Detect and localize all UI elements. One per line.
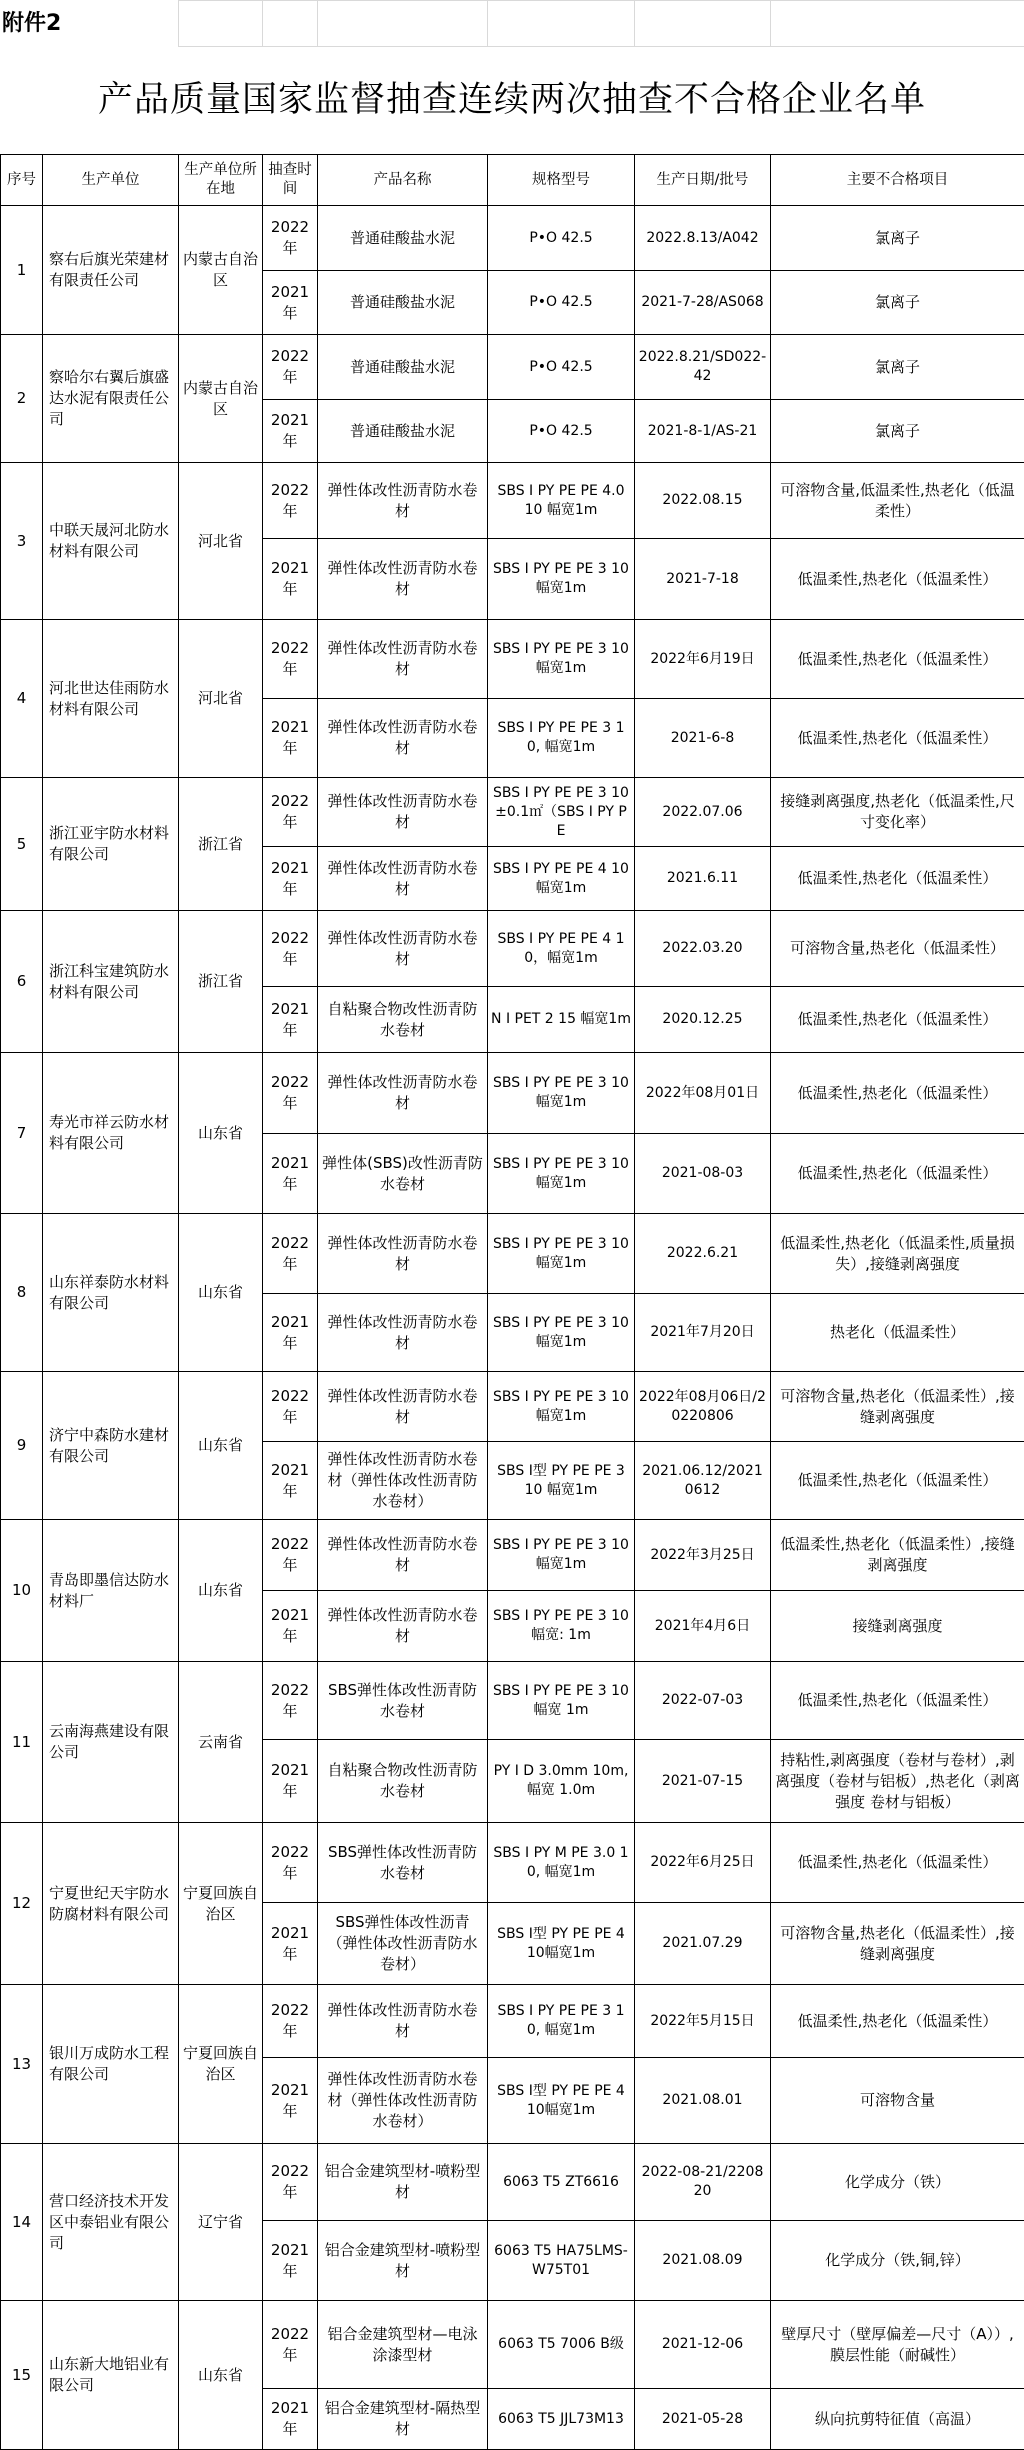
row-index: 10 [1, 1520, 43, 1662]
defects-cell: 低温柔性,热老化（低温柔性） [771, 1053, 1024, 1134]
date-cell: 2021-7-28/AS068 [635, 271, 771, 335]
year-cell: 2022年 [263, 1520, 318, 1591]
location-cell: 山东省 [179, 1520, 263, 1662]
spec-cell: SBS Ⅰ PY PE PE 3 10 幅宽1m [488, 1134, 635, 1214]
product-cell: 弹性体改性沥青防水卷材（弹性体改性沥青防水卷材） [318, 2058, 488, 2144]
date-cell: 2022-07-03 [635, 1662, 771, 1740]
year-cell: 2021年 [263, 1903, 318, 1985]
spec-cell: 6063 T5 ZT6616 [488, 2144, 635, 2221]
defects-cell: 氯离子 [771, 335, 1024, 400]
product-cell: 弹性体改性沥青防水卷材 [318, 1985, 488, 2058]
product-cell: 普通硅酸盐水泥 [318, 206, 488, 271]
table-row [1, 620, 1024, 699]
year-cell: 2022年 [263, 1372, 318, 1442]
product-cell: 弹性体改性沥青防水卷材 [318, 620, 488, 699]
table-row [1, 2301, 1024, 2389]
year-cell: 2022年 [263, 2301, 318, 2389]
data-table [0, 154, 1024, 2450]
location-cell: 宁夏回族自治区 [179, 1823, 263, 1985]
location-cell: 河北省 [179, 463, 263, 620]
date-cell: 2020.12.25 [635, 987, 771, 1053]
date-cell: 2021.07.29 [635, 1903, 771, 1985]
spec-cell: SBS I型 PY PE PE 4 10幅宽1m [488, 1903, 635, 1985]
defects-cell: 持粘性,剥离强度（卷材与卷材）,剥离强度（卷材与铝板）,热老化（剥离强度 卷材与铝板） [771, 1740, 1024, 1823]
table-row [1, 1823, 1024, 1903]
product-cell: 铝合金建筑型材-喷粉型材 [318, 2144, 488, 2221]
spec-cell: SBS Ⅰ PY PE PE 4 10 幅宽1m [488, 847, 635, 911]
year-cell: 2022年 [263, 1985, 318, 2058]
location-cell: 云南省 [179, 1662, 263, 1823]
defects-cell: 低温柔性,热老化（低温柔性） [771, 699, 1024, 778]
date-cell: 2022年08月01日 [635, 1053, 771, 1134]
defects-cell: 接缝剥离强度 [771, 1591, 1024, 1662]
table-row [1, 206, 1024, 271]
location-cell: 内蒙古自治区 [179, 335, 263, 463]
spec-cell: P•O 42.5 [488, 335, 635, 400]
defects-cell: 低温柔性,热老化（低温柔性） [771, 1823, 1024, 1903]
spec-cell: SBS Ⅰ PY PE PE 3 10 幅宽1m [488, 620, 635, 699]
date-cell: 2022年3月25日 [635, 1520, 771, 1591]
defects-cell: 纵向抗剪特征值（高温） [771, 2389, 1024, 2450]
header-date-batch: 生产日期/批号 [635, 155, 771, 206]
producer-cell: 山东祥泰防水材料有限公司 [43, 1214, 179, 1372]
spec-cell: 6063 T5 JJL73M13 [488, 2389, 635, 2450]
location-cell: 辽宁省 [179, 2144, 263, 2301]
spec-cell: 6063 T5 HA75LMS-W75T01 [488, 2221, 635, 2301]
date-cell: 2021.08.01 [635, 2058, 771, 2144]
top-grid [0, 0, 1024, 47]
producer-cell: 宁夏世纪天宇防水防腐材料有限公司 [43, 1823, 179, 1985]
spec-cell: P•O 42.5 [488, 206, 635, 271]
header-producer: 生产单位 [43, 155, 179, 206]
table-row [1, 335, 1024, 400]
producer-cell: 银川万成防水工程有限公司 [43, 1985, 179, 2144]
year-cell: 2022年 [263, 911, 318, 987]
location-cell: 浙江省 [179, 911, 263, 1053]
date-cell: 2022年6月25日 [635, 1823, 771, 1903]
date-cell: 2021-7-18 [635, 539, 771, 620]
product-cell: 普通硅酸盐水泥 [318, 400, 488, 463]
producer-cell: 浙江亚宇防水材料有限公司 [43, 778, 179, 911]
date-cell: 2021.08.09 [635, 2221, 771, 2301]
year-cell: 2021年 [263, 539, 318, 620]
table-row [1, 1053, 1024, 1134]
defects-cell: 热老化（低温柔性） [771, 1294, 1024, 1372]
product-cell: SBS弹性体改性沥青防水卷材 [318, 1662, 488, 1740]
table-row [1, 463, 1024, 539]
spec-cell: SBS Ⅰ PY PE PE 3 10±0.1㎡（SBS Ⅰ PY PE [488, 778, 635, 847]
product-cell: 弹性体(SBS)改性沥青防水卷材 [318, 1134, 488, 1214]
year-cell: 2021年 [263, 1740, 318, 1823]
header-year: 抽查时间 [263, 155, 318, 206]
attachment-label: 附件2 [0, 1, 178, 47]
year-cell: 2022年 [263, 463, 318, 539]
defects-cell: 低温柔性,热老化（低温柔性） [771, 1134, 1024, 1214]
product-cell: 弹性体改性沥青防水卷材 [318, 847, 488, 911]
row-index: 6 [1, 911, 43, 1053]
producer-cell: 浙江科宝建筑防水材料有限公司 [43, 911, 179, 1053]
date-cell: 2021-08-03 [635, 1134, 771, 1214]
spec-cell: SBS I PY PE PE 3 10 幅宽1m [488, 1294, 635, 1372]
row-index: 3 [1, 463, 43, 620]
date-cell: 2022.03.20 [635, 911, 771, 987]
date-cell: 2022-08-21/220820 [635, 2144, 771, 2221]
location-cell: 河北省 [179, 620, 263, 778]
year-cell: 2021年 [263, 699, 318, 778]
spec-cell: SBS I PY PE PE 3 10 幅宽1m [488, 539, 635, 620]
table-row [1, 1520, 1024, 1591]
year-cell: 2022年 [263, 206, 318, 271]
date-cell: 2022.8.21/SD022-42 [635, 335, 771, 400]
year-cell: 2021年 [263, 847, 318, 911]
spec-cell: SBS Ⅰ PY PE PE 3 10 幅宽1m [488, 1053, 635, 1134]
year-cell: 2021年 [263, 2389, 318, 2450]
location-cell: 山东省 [179, 1372, 263, 1520]
product-cell: 普通硅酸盐水泥 [318, 271, 488, 335]
date-cell: 2021年7月20日 [635, 1294, 771, 1372]
year-cell: 2021年 [263, 1591, 318, 1662]
spec-cell: SBS Ⅰ PY PE PE 3 10 幅宽 1m [488, 1662, 635, 1740]
product-cell: 自粘聚合物改性沥青防水卷材 [318, 987, 488, 1053]
date-cell: 2022.08.15 [635, 463, 771, 539]
row-index: 12 [1, 1823, 43, 1985]
header-spec: 规格型号 [488, 155, 635, 206]
location-cell: 山东省 [179, 1053, 263, 1214]
row-index: 1 [1, 206, 43, 335]
product-cell: SBS弹性体改性沥青防水卷材 [318, 1823, 488, 1903]
spec-cell: SBS I PY PE PE 3 10, 幅宽1m [488, 699, 635, 778]
defects-cell: 低温柔性,热老化（低温柔性） [771, 539, 1024, 620]
defects-cell: 低温柔性,热老化（低温柔性） [771, 847, 1024, 911]
year-cell: 2022年 [263, 778, 318, 847]
defects-cell: 化学成分（铁） [771, 2144, 1024, 2221]
spec-cell: SBS I型 PY PE PE 3 10 幅宽1m [488, 1442, 635, 1520]
row-index: 11 [1, 1662, 43, 1823]
product-cell: 弹性体改性沥青防水卷材 [318, 463, 488, 539]
producer-cell: 青岛即墨信达防水材料厂 [43, 1520, 179, 1662]
location-cell: 山东省 [179, 2301, 263, 2450]
defects-cell: 可溶物含量,热老化（低温柔性）,接缝剥离强度 [771, 1903, 1024, 1985]
table-row [1, 1662, 1024, 1740]
year-cell: 2022年 [263, 1662, 318, 1740]
defects-cell: 低温柔性,热老化（低温柔性,质量损失）,接缝剥离强度 [771, 1214, 1024, 1294]
year-cell: 2021年 [263, 400, 318, 463]
spec-cell: PY I D 3.0mm 10m, 幅宽 1.0m [488, 1740, 635, 1823]
year-cell: 2022年 [263, 1053, 318, 1134]
product-cell: 弹性体改性沥青防水卷材 [318, 539, 488, 620]
year-cell: 2021年 [263, 1442, 318, 1520]
defects-cell: 低温柔性,热老化（低温柔性） [771, 987, 1024, 1053]
year-cell: 2021年 [263, 987, 318, 1053]
page-title: 产品质量国家监督抽查连续两次抽查不合格企业名单 [0, 46, 1024, 154]
header-index: 序号 [1, 155, 43, 206]
product-cell: 弹性体改性沥青防水卷材 [318, 1591, 488, 1662]
product-cell: SBS弹性体改性沥青（弹性体改性沥青防水卷材） [318, 1903, 488, 1985]
header-defects: 主要不合格项目 [771, 155, 1024, 206]
spec-cell: 6063 T5 7006 B级 [488, 2301, 635, 2389]
product-cell: 弹性体改性沥青防水卷材 [318, 1214, 488, 1294]
defects-cell: 可溶物含量,低温柔性,热老化（低温柔性） [771, 463, 1024, 539]
defects-cell: 壁厚尺寸（壁厚偏差—尺寸（A））,膜层性能（耐碱性） [771, 2301, 1024, 2389]
producer-cell: 察右后旗光荣建材有限责任公司 [43, 206, 179, 335]
product-cell: 弹性体改性沥青防水卷材 [318, 1294, 488, 1372]
producer-cell: 中联天晟河北防水材料有限公司 [43, 463, 179, 620]
table-row [1, 1985, 1024, 2058]
spec-cell: SBS Ⅰ PY PE PE 4 10，幅宽1m [488, 911, 635, 987]
producer-cell: 云南海燕建设有限公司 [43, 1662, 179, 1823]
spec-cell: SBS Ⅰ PY PE PE 3 10幅宽1m [488, 1520, 635, 1591]
row-index: 7 [1, 1053, 43, 1214]
producer-cell: 察哈尔右翼后旗盛达水泥有限责任公司 [43, 335, 179, 463]
location-cell: 宁夏回族自治区 [179, 1985, 263, 2144]
date-cell: 2022.8.13/A042 [635, 206, 771, 271]
spec-cell: SBS I PY PE PE 3 10幅宽: 1m [488, 1591, 635, 1662]
product-cell: 铝合金建筑型材-隔热型材 [318, 2389, 488, 2450]
product-cell: 弹性体改性沥青防水卷材（弹性体改性沥青防水卷材） [318, 1442, 488, 1520]
product-cell: 弹性体改性沥青防水卷材 [318, 1520, 488, 1591]
location-cell: 内蒙古自治区 [179, 206, 263, 335]
defects-cell: 低温柔性,热老化（低温柔性） [771, 1442, 1024, 1520]
row-index: 2 [1, 335, 43, 463]
year-cell: 2022年 [263, 1214, 318, 1294]
producer-cell: 寿光市祥云防水材料有限公司 [43, 1053, 179, 1214]
defects-cell: 氯离子 [771, 271, 1024, 335]
product-cell: 普通硅酸盐水泥 [318, 335, 488, 400]
date-cell: 2021.06.12/20210612 [635, 1442, 771, 1520]
header-product: 产品名称 [318, 155, 488, 206]
product-cell: 弹性体改性沥青防水卷材 [318, 911, 488, 987]
year-cell: 2021年 [263, 271, 318, 335]
spec-cell: SBS Ⅰ PY PE PE 4.0 10 幅宽1m [488, 463, 635, 539]
date-cell: 2021-6-8 [635, 699, 771, 778]
defects-cell: 低温柔性,热老化（低温柔性）,接缝剥离强度 [771, 1520, 1024, 1591]
spec-cell: P•O 42.5 [488, 271, 635, 335]
year-cell: 2022年 [263, 1823, 318, 1903]
row-index: 4 [1, 620, 43, 778]
date-cell: 2021-05-28 [635, 2389, 771, 2450]
row-index: 5 [1, 778, 43, 911]
spec-cell: SBS I型 PY PE PE 4 10幅宽1m [488, 2058, 635, 2144]
date-cell: 2022年6月19日 [635, 620, 771, 699]
table-row [1, 2144, 1024, 2221]
table-row [1, 911, 1024, 987]
spec-cell: P•O 42.5 [488, 400, 635, 463]
defects-cell: 低温柔性,热老化（低温柔性） [771, 620, 1024, 699]
defects-cell: 化学成分（铁,铜,锌） [771, 2221, 1024, 2301]
producer-cell: 济宁中森防水建材有限公司 [43, 1372, 179, 1520]
location-cell: 浙江省 [179, 778, 263, 911]
year-cell: 2021年 [263, 2221, 318, 2301]
spec-cell: SBS Ⅰ PY PE PE 3 10, 幅宽1m [488, 1985, 635, 2058]
defects-cell: 低温柔性,热老化（低温柔性） [771, 1662, 1024, 1740]
defects-cell: 可溶物含量,热老化（低温柔性）,接缝剥离强度 [771, 1372, 1024, 1442]
defects-cell: 氯离子 [771, 400, 1024, 463]
row-index: 8 [1, 1214, 43, 1372]
date-cell: 2021-12-06 [635, 2301, 771, 2389]
row-index: 15 [1, 2301, 43, 2450]
defects-cell: 接缝剥离强度,热老化（低温柔性,尺寸变化率） [771, 778, 1024, 847]
year-cell: 2021年 [263, 1294, 318, 1372]
spec-cell: SBS Ⅰ PY PE PE 3 10幅宽1m [488, 1372, 635, 1442]
header-location: 生产单位所在地 [179, 155, 263, 206]
product-cell: 弹性体改性沥青防水卷材 [318, 1372, 488, 1442]
date-cell: 2022年08月06日/20220806 [635, 1372, 771, 1442]
producer-cell: 营口经济技术开发区中泰铝业有限公司 [43, 2144, 179, 2301]
title-block [0, 46, 1024, 154]
product-cell: 自粘聚合物改性沥青防水卷材 [318, 1740, 488, 1823]
product-cell: 铝合金建筑型材-喷粉型材 [318, 2221, 488, 2301]
date-cell: 2022.6.21 [635, 1214, 771, 1294]
date-cell: 2022.07.06 [635, 778, 771, 847]
table-row [1, 1214, 1024, 1294]
year-cell: 2022年 [263, 335, 318, 400]
row-index: 13 [1, 1985, 43, 2144]
producer-cell: 山东新大地铝业有限公司 [43, 2301, 179, 2450]
date-cell: 2022年5月15日 [635, 1985, 771, 2058]
table-header-row [1, 155, 1024, 206]
product-cell: 弹性体改性沥青防水卷材 [318, 778, 488, 847]
defects-cell: 可溶物含量 [771, 2058, 1024, 2144]
product-cell: 铝合金建筑型材—电泳涂漆型材 [318, 2301, 488, 2389]
date-cell: 2021年4月6日 [635, 1591, 771, 1662]
product-cell: 弹性体改性沥青防水卷材 [318, 1053, 488, 1134]
spec-cell: SBS Ⅰ PY M PE 3.0 10, 幅宽1m [488, 1823, 635, 1903]
defects-cell: 低温柔性,热老化（低温柔性） [771, 1985, 1024, 2058]
row-index: 9 [1, 1372, 43, 1520]
spec-cell: N I PET 2 15 幅宽1m [488, 987, 635, 1053]
date-cell: 2021.6.11 [635, 847, 771, 911]
location-cell: 山东省 [179, 1214, 263, 1372]
year-cell: 2021年 [263, 2058, 318, 2144]
product-cell: 弹性体改性沥青防水卷材 [318, 699, 488, 778]
row-index: 14 [1, 2144, 43, 2301]
date-cell: 2021-07-15 [635, 1740, 771, 1823]
spec-cell: SBS Ⅰ PY PE PE 3 10幅宽1m [488, 1214, 635, 1294]
table-row [1, 1372, 1024, 1442]
producer-cell: 河北世达佳雨防水材料有限公司 [43, 620, 179, 778]
date-cell: 2021-8-1/AS-21 [635, 400, 771, 463]
defects-cell: 氯离子 [771, 206, 1024, 271]
year-cell: 2022年 [263, 620, 318, 699]
year-cell: 2022年 [263, 2144, 318, 2221]
table-row [1, 778, 1024, 847]
year-cell: 2021年 [263, 1134, 318, 1214]
defects-cell: 可溶物含量,热老化（低温柔性） [771, 911, 1024, 987]
